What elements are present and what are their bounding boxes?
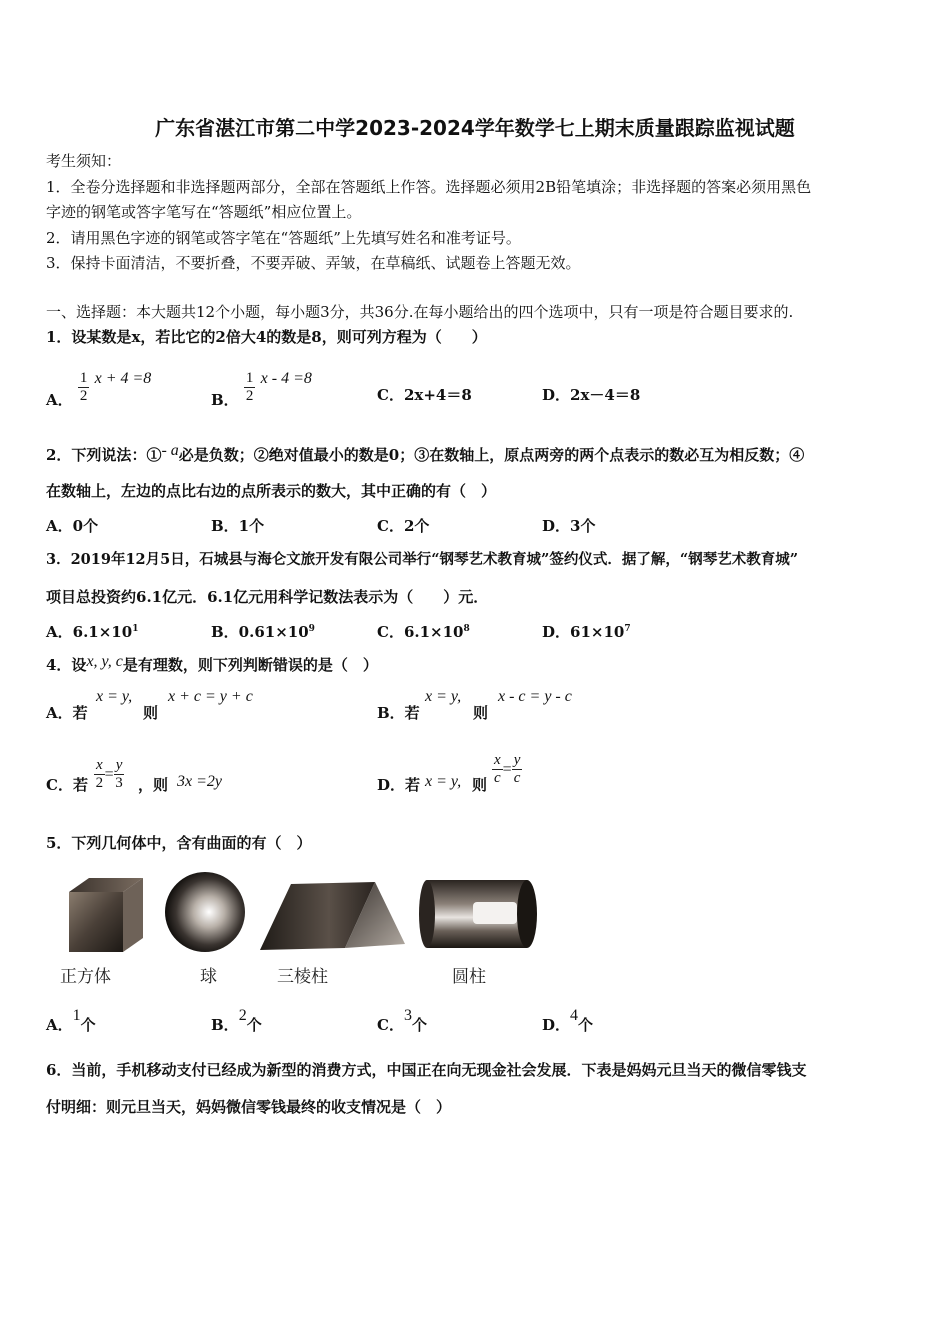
q4-option-b-label[interactable]: B．若 [377,704,420,722]
q3-d-text: D．61×10 [542,623,625,641]
q3-option-a[interactable] [46,621,138,642]
equals-sign: = [502,761,512,778]
q4-c-equation [94,757,124,792]
cylinder-shape [419,880,537,948]
q4-b-result: x - c = y - c [498,688,572,705]
q4-option-d-label[interactable]: D．若 [377,776,421,794]
q6-stem-cont: 付明细：则元旦当天，妈妈微信零钱最终的收支情况是（ ） [46,1098,452,1116]
q1-option-b[interactable] [211,362,312,409]
q4-stem-post: 是有理数，则下列判断错误的是（ ） [122,656,378,674]
q5-d-unit: 个 [578,1016,594,1034]
frac-num: y [115,757,123,773]
q4-c-frac-y [114,757,125,792]
q3-b-text: B．0.61×10 [211,623,309,641]
q5-option-d[interactable] [542,1007,594,1035]
q5-a-unit: 个 [80,1016,96,1034]
q3-c-text: C．6.1×10 [377,623,464,641]
q3-option-d[interactable] [542,621,631,642]
q2-option-c[interactable]: C．2个 [377,517,430,535]
q2-option-a[interactable]: A．0个 [46,517,99,535]
q4-option-c-label[interactable]: C．若 [46,776,88,794]
q2-option-b[interactable]: B．1个 [211,517,265,535]
q3-c-exp: 8 [463,624,470,634]
q3-stem: 3．2019年12月5日，石城县与海仑文旅开发有限公司举行“钢琴艺术教育城”签约仪式．据了解，“钢琴艺术教育城” [46,551,799,568]
frac-num: 1 [79,370,88,386]
q5-d-number: 4 [570,1007,579,1024]
caption-sphere: 球 [200,967,217,987]
q2-option-d[interactable]: D．3个 [542,517,596,535]
q1-option-d[interactable]: D．2x－4＝8 [542,386,641,404]
q4-a-condition: x = y, [96,688,133,705]
q1-option-c[interactable]: C．2x+4＝8 [377,386,472,404]
frac-den: 3 [115,775,123,791]
q1-stem: 1．设某数是x，若比它的2倍大4的数是8，则可列方程为（ ） [46,328,487,346]
notice-heading: 考生须知： [46,152,122,170]
q5-a-label: A． [46,1016,73,1034]
frac-den: c [513,770,521,786]
q1-a-expr: x + 4 =8 [94,369,152,387]
solids-figure [55,868,545,958]
q4-d-frac-y [512,752,523,787]
q4-a-result: x + c = y + c [168,688,253,705]
q4-c-result: 3x =2y [177,773,222,790]
q2-stem-pre: 2．下列说法：① [46,446,162,464]
q5-option-c[interactable] [377,1007,427,1035]
q3-a-text: A．6.1×10 [46,623,133,641]
notice-item-2: 2．请用黑色字迹的钢笔或答字笔在“答题纸”上先填写姓名和准考证号。 [46,229,521,247]
q5-d-label: D． [542,1016,571,1034]
q2-symbol: - a [161,442,179,459]
frac-den: 2 [95,775,104,791]
q4-d-frac-x [492,752,503,787]
q3-stem-cont: 项目总投资约6.1亿元．6.1亿元用科学记数法表示为（ ）元． [46,588,489,606]
q4-b-then: 则 [473,704,489,722]
prism-shape [260,882,405,950]
q5-b-unit: 个 [246,1016,262,1034]
q5-c-label: C． [377,1016,404,1034]
q1-a-fraction [78,370,90,405]
cube-shape [69,878,143,952]
q4-stem-pre: 4．设 [46,656,87,674]
frac-num: 1 [245,370,254,386]
q5-option-a[interactable] [46,1007,96,1035]
sphere-shape [165,872,245,952]
q5-c-unit: 个 [411,1016,427,1034]
q4-d-then: 则 [472,776,488,794]
q1-b-expr: x - 4 =8 [260,369,312,387]
q5-option-b[interactable] [211,1007,262,1035]
notice-item-1-cont: 字迹的钢笔或答字笔写在“答题纸”相应位置上。 [46,203,362,221]
q2-stem [46,444,804,467]
q4-c-then: ，则 [138,776,169,794]
q3-d-exp: 7 [624,624,631,634]
q2-stem-cont: 在数轴上，左边的点比右边的点所表示的数大，其中正确的有（ ） [46,482,497,500]
q5-a-number: 1 [72,1007,81,1024]
q2-stem-post: 必是负数；②绝对值最小的数是0；③在数轴上，原点两旁的两个点表示的数必互为相反数；④ [178,446,805,464]
frac-den: 2 [245,388,254,404]
frac-num: x [494,752,501,768]
notice-item-3: 3．保持卡面清洁，不要折叠，不要弄破、弄皱，在草稿纸、试题卷上答题无效。 [46,254,581,272]
q3-option-c[interactable] [377,621,470,642]
caption-cube: 正方体 [60,967,111,987]
notice-item-1: 1．全卷分选择题和非选择题两部分，全部在答题纸上作答。选择题必须用2B铅笔填涂；非选择题的答案必须用黑色 [46,178,812,196]
q5-b-label: B． [211,1016,239,1034]
q4-vars: x, y, c [86,653,123,670]
q4-b-condition: x = y, [425,688,462,705]
frac-num: x [96,757,103,773]
q1-a-label: A． [46,390,73,409]
q4-c-frac-x [94,757,105,792]
caption-cylinder: 圆柱 [452,967,486,987]
frac-num: y [513,752,521,768]
q4-option-a-label[interactable]: A．若 [46,704,88,722]
frac-den: c [494,770,501,786]
q3-b-exp: 9 [308,624,315,634]
q5-c-number: 3 [403,1007,412,1024]
q4-d-equation [492,752,522,787]
q3-a-exp: 1 [132,624,139,634]
page-title: 广东省湛江市第二中学2023-2024学年数学七上期末质量跟踪监视试题 [155,116,795,140]
caption-prism: 三棱柱 [277,967,328,987]
frac-den: 2 [79,388,88,404]
section-heading: 一、选择题：本大题共12个小题，每小题3分，共36分.在每小题给出的四个选项中，只有一项是符合题目要求的. [46,303,794,321]
q1-b-label: B． [211,390,239,409]
q5-stem: 5．下列几何体中，含有曲面的有（ ） [46,834,312,852]
equals-sign: = [104,766,114,783]
q6-stem: 6．当前，手机移动支付已经成为新型的消费方式，中国正在向无现金社会发展．下表是妈妈元旦当天的微信零钱支 [46,1061,807,1079]
q4-d-condition: x = y, [425,773,462,790]
q4-a-then: 则 [143,704,159,722]
q1-b-fraction [244,370,256,405]
q5-b-number: 2 [238,1007,247,1024]
q1-option-a[interactable] [46,362,152,409]
q4-stem [46,654,378,677]
q3-option-b[interactable] [211,621,315,642]
